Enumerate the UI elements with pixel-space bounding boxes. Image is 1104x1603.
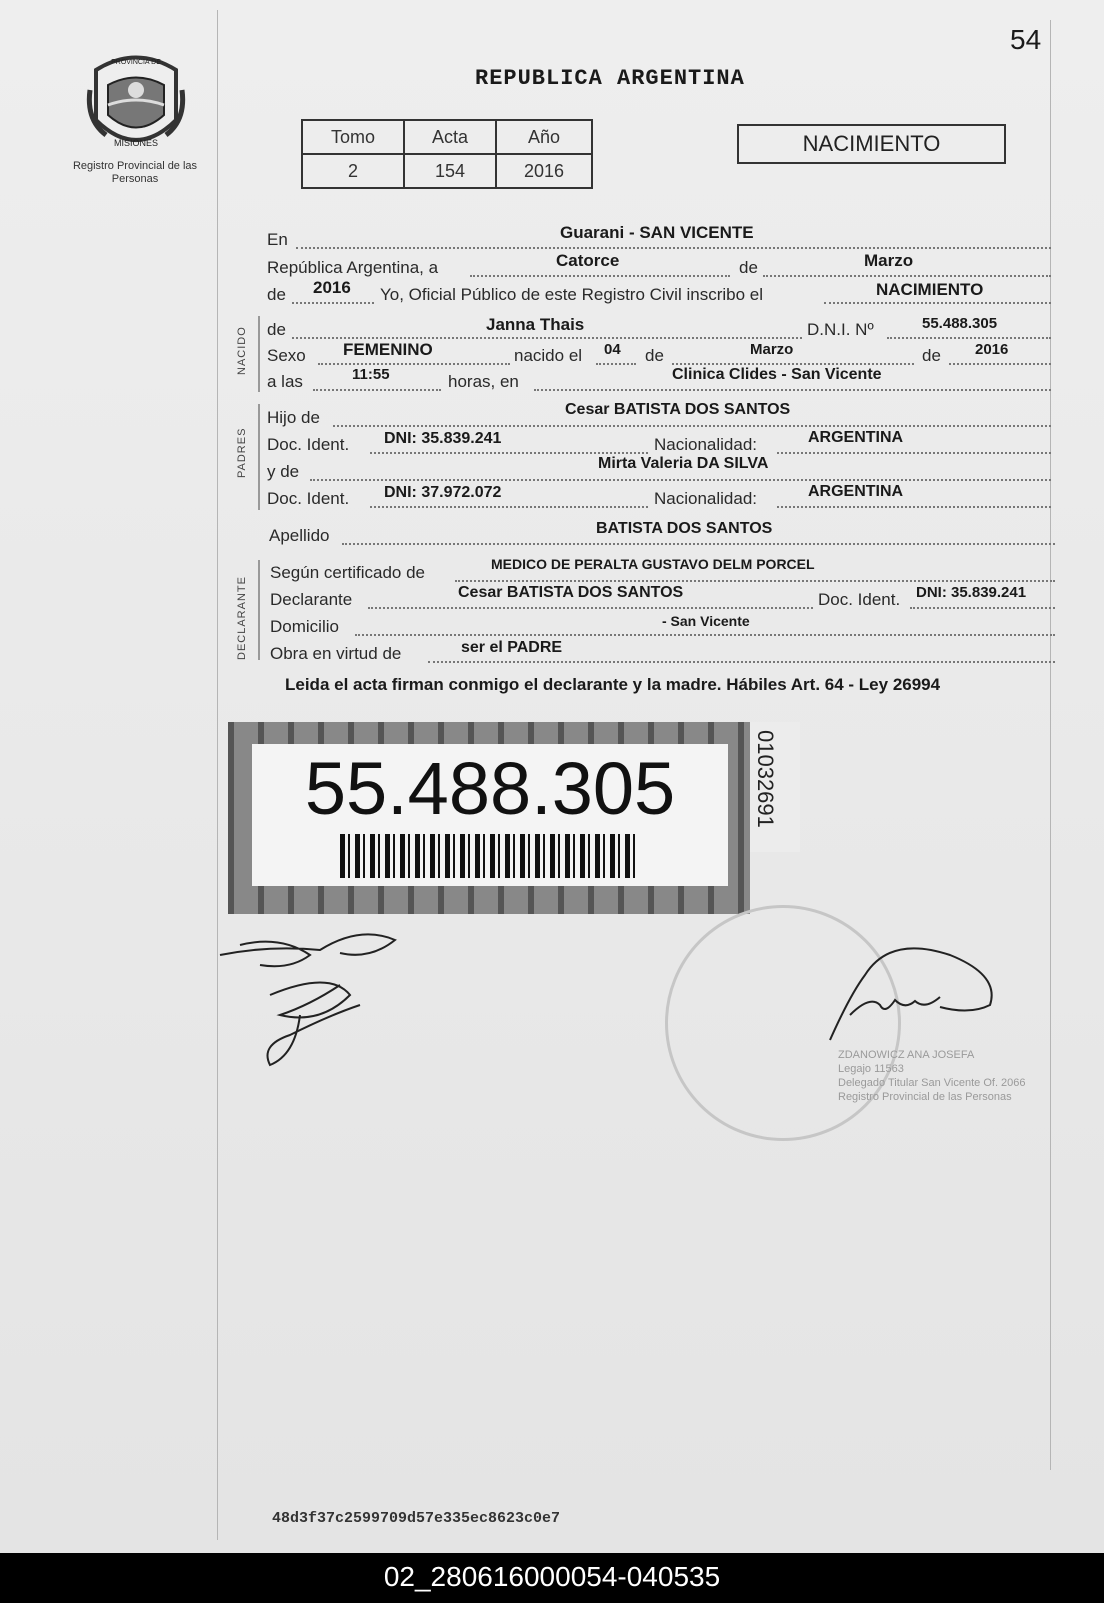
dotted-line	[368, 607, 813, 609]
side-label-padres: PADRES	[236, 427, 248, 478]
dotted-line	[455, 580, 1055, 582]
value-sexo: FEMENINO	[343, 340, 433, 359]
registry-value-tomo: 2	[302, 154, 404, 188]
dotted-line	[296, 247, 1051, 249]
value-nac-dia: 04	[604, 341, 621, 358]
label-de5: de	[922, 346, 941, 365]
dotted-line	[370, 506, 648, 508]
label-domicilio: Domicilio	[270, 617, 339, 636]
registry-value-anio: 2016	[496, 154, 592, 188]
dotted-line	[777, 452, 1051, 454]
document-hash: 48d3f37c2599709d57e335ec8623c0e7	[272, 1510, 561, 1527]
dotted-line	[910, 607, 1055, 609]
label-declarante: Declarante	[270, 590, 353, 609]
nacido-section-line	[258, 316, 260, 392]
sticker-serial: 01032691	[753, 730, 778, 828]
registry-header-tomo: Tomo	[302, 120, 404, 154]
crest-top-lettering: PROVINCIA DE	[111, 59, 161, 66]
label-y-de: y de	[267, 462, 300, 481]
label-yo: Yo, Oficial Público de este Registro Civil inscribo el	[380, 285, 763, 304]
sticker-number: 55.488.305	[304, 747, 676, 830]
side-label-nacido: NACIDO	[236, 326, 248, 375]
label-nacionalidad: Nacionalidad:	[654, 435, 758, 454]
value-mes: Marzo	[864, 251, 914, 270]
label-segun-certificado: Según certificado de	[270, 563, 425, 582]
label-obra-en-virtud: Obra en virtud de	[270, 644, 402, 663]
dotted-line	[355, 634, 1055, 636]
value-dni: 55.488.305	[922, 315, 998, 332]
stamp-line: ZDANOWICZ ANA JOSEFA	[838, 1049, 975, 1061]
label-nacionalidad: Nacionalidad:	[654, 489, 758, 508]
dotted-line	[596, 363, 636, 365]
left-margin-line	[217, 10, 218, 1540]
provincial-crest-icon	[86, 50, 186, 155]
label-hijo-de: Hijo de	[267, 408, 320, 427]
value-declarante: Cesar BATISTA DOS SANTOS	[458, 584, 684, 601]
dotted-line	[310, 479, 1051, 481]
value-certificado: MEDICO DE PERALTA GUSTAVO DELM PORCEL	[491, 556, 815, 572]
label-en: En	[267, 230, 288, 249]
registry-table	[301, 119, 593, 189]
stamp-line: Registro Provincial de las Personas	[838, 1091, 1012, 1103]
value-madre-dni: DNI: 37.972.072	[384, 484, 502, 501]
dotted-line	[777, 506, 1051, 508]
dotted-line	[887, 337, 1051, 339]
dotted-line	[470, 275, 730, 277]
dotted-line	[318, 363, 510, 365]
registrar-stamp-text	[838, 1048, 1026, 1104]
padres-section-line	[258, 404, 260, 510]
value-declarante-dni: DNI: 35.839.241	[916, 584, 1027, 601]
registry-header-anio: Año	[496, 120, 592, 154]
label-apellido: Apellido	[269, 526, 330, 545]
value-anio: 2016	[313, 278, 351, 297]
crest-bottom-lettering: MISIONES	[113, 138, 159, 148]
value-obra: ser el PADRE	[461, 639, 563, 656]
registry-header-acta: Acta	[404, 120, 496, 154]
value-nac-anio: 2016	[975, 341, 1009, 358]
declarant-signature	[210, 915, 410, 1090]
value-domicilio: - San Vicente	[662, 613, 750, 629]
label-horas-en: horas, en	[448, 372, 519, 391]
page-number: 54	[1010, 24, 1042, 55]
label-republica: República Argentina, a	[267, 258, 439, 277]
label-sexo: Sexo	[267, 346, 306, 365]
sticker-label	[252, 744, 728, 886]
stamp-line: Legajo 11563	[838, 1063, 904, 1075]
value-padre-nac: ARGENTINA	[808, 429, 904, 446]
closing-statement: Leida el acta firman conmigo el declarante y la madre. Hábiles Art. 64 - Ley 26994	[285, 675, 941, 694]
dotted-line	[370, 452, 648, 454]
stamp-line: Delegado Titular San Vicente Of. 2066	[838, 1077, 1026, 1089]
dotted-line	[292, 302, 374, 304]
dotted-line	[949, 363, 1051, 365]
dotted-line	[333, 425, 1051, 427]
value-lugar: Clinica Clides - San Vicente	[672, 366, 882, 383]
right-margin-line	[1050, 20, 1051, 1470]
value-madre: Mirta Valeria DA SILVA	[598, 455, 769, 472]
dotted-line	[342, 543, 1055, 545]
value-apellido: BATISTA DOS SANTOS	[596, 520, 773, 537]
dotted-line	[313, 389, 441, 391]
label-doc-ident: Doc. Ident.	[267, 435, 350, 454]
value-padre: Cesar BATISTA DOS SANTOS	[565, 401, 791, 418]
dotted-line	[763, 275, 1051, 277]
label-dni: D.N.I. Nº	[807, 320, 874, 339]
label-de2: de	[267, 285, 286, 304]
side-label-declarante: DECLARANTE	[236, 576, 248, 660]
value-en: Guarani - SAN VICENTE	[560, 223, 754, 242]
label-doc-ident: Doc. Ident.	[818, 590, 901, 609]
dotted-line	[428, 661, 1055, 663]
dotted-line	[824, 302, 1051, 304]
file-id-footer: 02_280616000054-040535	[0, 1553, 1104, 1603]
declarante-section-line	[258, 560, 260, 660]
value-dia: Catorce	[556, 251, 620, 270]
dotted-line	[292, 337, 802, 339]
value-madre-nac: ARGENTINA	[808, 483, 904, 500]
label-nacido-el: nacido el	[514, 346, 583, 365]
dotted-line	[534, 389, 1051, 391]
registry-value-acta: 154	[404, 154, 496, 188]
dni-sticker	[228, 722, 750, 914]
value-nombre: Janna Thais	[486, 315, 585, 334]
dotted-line	[672, 363, 914, 365]
barcode-icon	[340, 834, 640, 878]
value-hora: 11:55	[352, 366, 390, 383]
value-inscribo: NACIMIENTO	[876, 280, 984, 299]
record-type-box: NACIMIENTO	[737, 124, 1006, 164]
label-a-las: a las	[267, 372, 303, 391]
value-nac-mes: Marzo	[750, 341, 794, 358]
label-de3: de	[267, 320, 286, 339]
value-padre-dni: DNI: 35.839.241	[384, 430, 502, 447]
label-doc-ident: Doc. Ident.	[267, 489, 350, 508]
crest-caption: Registro Provincial de las Personas	[72, 160, 198, 185]
registrar-signature	[820, 935, 1020, 1045]
label-de: de	[739, 258, 758, 277]
page-title: REPUBLICA ARGENTINA	[475, 66, 745, 91]
label-de4: de	[645, 346, 664, 365]
